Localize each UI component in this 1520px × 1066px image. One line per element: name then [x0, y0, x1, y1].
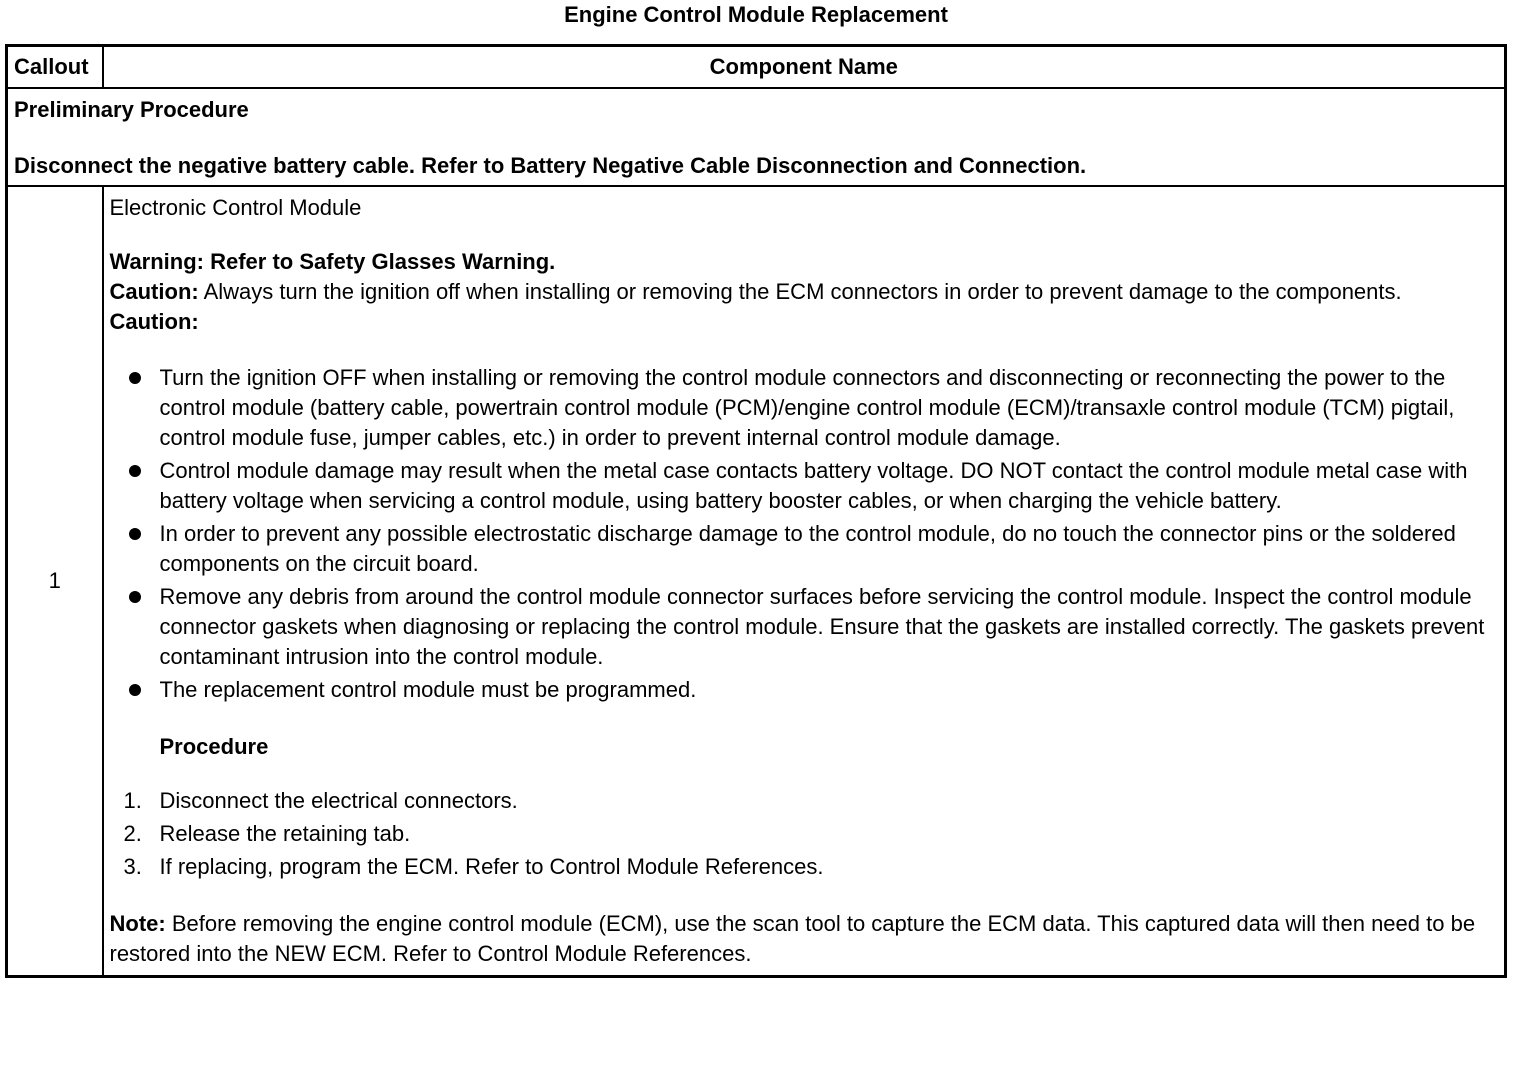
- bullet-text: The replacement control module must be programmed.: [159, 677, 697, 702]
- caution-label: Caution:: [109, 279, 199, 304]
- header-row: [7, 46, 1506, 89]
- preliminary-text: Disconnect the negative battery cable. Refer to Battery Negative Cable Disconnection and Connection.: [14, 153, 1087, 178]
- preliminary-heading: Preliminary Procedure: [14, 97, 249, 122]
- list-item: [160, 456, 1499, 516]
- bullet-icon: [129, 528, 141, 540]
- callout-number: 1: [7, 186, 103, 977]
- caution-2-label: Caution:: [109, 309, 199, 334]
- list-item: [160, 519, 1499, 579]
- table-row: [7, 186, 1506, 977]
- list-item: [160, 582, 1499, 672]
- list-item: [123, 786, 1499, 816]
- step-number: 3.: [123, 854, 142, 879]
- step-text: Release the retaining tab.: [159, 821, 411, 846]
- note-text: Before removing the engine control module (ECM), use the scan tool to capture the ECM data. This captured data will then need to be restored into the NEW ECM. Refer to Control Module References.: [109, 911, 1476, 966]
- list-item: [123, 852, 1499, 882]
- caution-1: [110, 277, 1499, 307]
- step-number: 2.: [123, 821, 142, 846]
- step-text: Disconnect the electrical connectors.: [159, 788, 518, 813]
- bullet-text: Control module damage may result when the metal case contacts battery voltage. DO NOT contact the control module metal case with battery voltage when servicing a control module, using battery booster cables, or when charging the vehicle battery.: [159, 458, 1468, 513]
- procedure-table: [5, 44, 1507, 978]
- note-label: Note:: [109, 911, 166, 936]
- procedure-heading: Procedure: [159, 734, 269, 759]
- component-content: [103, 186, 1506, 977]
- bullet-icon: [129, 465, 141, 477]
- note: [110, 909, 1499, 969]
- bullet-text: Turn the ignition OFF when installing or removing the control module connectors and disconnecting or reconnecting the power to the control module (battery cable, powertrain control module (PCM)/engine control module (ECM)/transaxle control module (TCM) pigtail, control module fuse, jumper cables, etc.) in order to prevent internal control module damage.: [159, 365, 1455, 450]
- component-name-header: Component Name: [103, 46, 1506, 89]
- page-title: Engine Control Module Replacement: [564, 2, 948, 27]
- preliminary-cell: [7, 88, 1506, 186]
- caution-text: Always turn the ignition off when installing or removing the ECM connectors in order to prevent damage to the components.: [198, 279, 1402, 304]
- component-name: Electronic Control Module: [109, 195, 362, 220]
- preliminary-row: [7, 88, 1506, 186]
- step-number: 1.: [123, 788, 142, 813]
- bullet-text: Remove any debris from around the control module connector surfaces before servicing the control module. Inspect the control module connector gaskets when diagnosing or replacing the control module. Ensure that the gaskets are installed correctly. The gaskets prevent contaminant intrusion into the control module.: [159, 584, 1485, 669]
- step-text: If replacing, program the ECM. Refer to Control Module References.: [159, 854, 824, 879]
- bullet-text: In order to prevent any possible electrostatic discharge damage to the control module, do no touch the connector pins or the soldered components on the circuit board.: [159, 521, 1456, 576]
- list-item: [160, 675, 1499, 705]
- caution-bullet-list: [110, 363, 1499, 705]
- bullet-icon: [129, 591, 141, 603]
- bullet-icon: [129, 372, 141, 384]
- list-item: [123, 819, 1499, 849]
- bullet-icon: [129, 684, 141, 696]
- list-item: [160, 363, 1499, 453]
- warning-text: Warning: Refer to Safety Glasses Warning.: [109, 249, 556, 274]
- callout-header: Callout: [7, 46, 103, 89]
- procedure-steps: [110, 786, 1499, 882]
